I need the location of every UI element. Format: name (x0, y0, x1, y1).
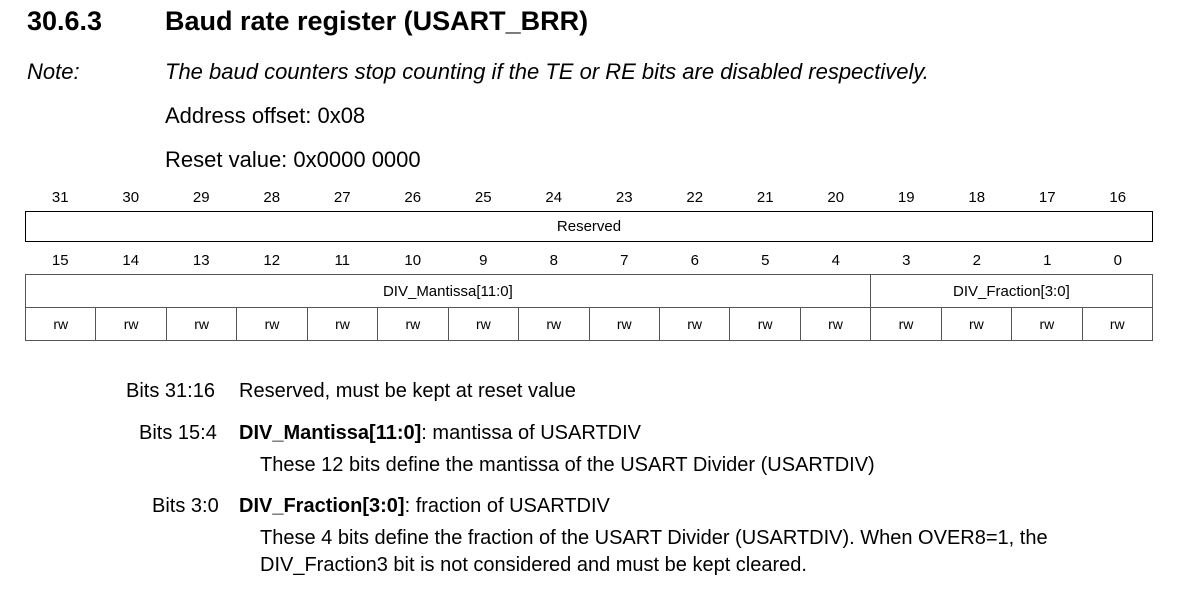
bits-15-4-label: Bits 15:4 (139, 422, 217, 444)
bit-number: 7 (620, 251, 629, 269)
bit-number: 19 (897, 188, 915, 206)
bit-number: 20 (827, 188, 845, 206)
upper-bit-numbers (25, 183, 1153, 211)
div-mantissa-name: DIV_Mantissa[11:0] (239, 422, 422, 444)
bit-number: 17 (1038, 188, 1056, 206)
bit-number: 8 (549, 251, 558, 269)
bits-31-16-desc: Reserved, must be kept at reset value (239, 380, 576, 402)
bit-number: 16 (1109, 188, 1127, 206)
bit-number: 4 (831, 251, 840, 269)
bit-number: 22 (686, 188, 704, 206)
address-offset: Address offset: 0x08 (165, 103, 366, 128)
bit-number: 14 (122, 251, 140, 269)
access-type: rw (377, 308, 447, 340)
access-type: rw (518, 308, 588, 340)
access-type: rw (166, 308, 236, 340)
note-text: The baud counters stop counting if the TE or RE bits are disabled respectively. (165, 59, 929, 84)
bit-number: 6 (690, 251, 699, 269)
reserved-field: Reserved (556, 218, 622, 235)
access-type: rw (800, 308, 870, 340)
access-type: rw (659, 308, 729, 340)
access-type: rw (729, 308, 799, 340)
bit-number: 25 (474, 188, 492, 206)
bit-number: 30 (122, 188, 140, 206)
section-number: 30.6.3 (27, 6, 103, 36)
access-type: rw (448, 308, 518, 340)
div-fraction-name: DIV_Fraction[3:0] (239, 495, 405, 517)
reserved-field-box (25, 211, 1153, 242)
bit-number: 21 (756, 188, 774, 206)
access-type: rw (95, 308, 165, 340)
bit-number: 26 (404, 188, 422, 206)
access-type: rw (236, 308, 306, 340)
access-type: rw (53, 316, 69, 332)
div-fraction-field: DIV_Fraction[3:0] (870, 275, 1152, 307)
lower-bit-numbers (25, 246, 1153, 274)
div-fraction-detail: These 4 bits define the fraction of the USART Divider (USARTDIV). When OVER8=1, the DIV_Fraction3 bit is not considered and must be kept cleared. (260, 527, 1048, 576)
note-label: Note: (27, 59, 80, 84)
access-type: rw (307, 308, 377, 340)
bit-number: 3 (902, 251, 911, 269)
bit-number: 18 (968, 188, 986, 206)
bits-31-16-label: Bits 31:16 (126, 380, 215, 402)
bit-number: 28 (263, 188, 281, 206)
div-mantissa-field: DIV_Mantissa[11:0] (382, 282, 513, 300)
bit-number: 27 (333, 188, 351, 206)
bit-number: 24 (545, 188, 563, 206)
bit-number: 15 (51, 251, 69, 269)
bit-number: 11 (334, 251, 351, 269)
bit-number: 29 (192, 188, 210, 206)
register-upper-half (25, 183, 1153, 242)
bit-number: 23 (615, 188, 633, 206)
access-row (25, 308, 1153, 341)
bit-number: 1 (1043, 251, 1052, 269)
lower-fields-box (25, 274, 1153, 308)
bit-number: 10 (404, 251, 422, 269)
access-type: rw (1011, 308, 1081, 340)
bit-number: 0 (1113, 251, 1122, 269)
div-mantissa-detail: These 12 bits define the mantissa of the USART Divider (USARTDIV) (260, 454, 875, 476)
bit-number: 13 (192, 251, 210, 269)
bit-number: 2 (972, 251, 981, 269)
access-type: rw (941, 308, 1011, 340)
bit-number: 31 (51, 188, 69, 206)
bit-number: 9 (479, 251, 488, 269)
div-mantissa-summary: : mantissa of USARTDIV (421, 422, 641, 444)
bit-number: 5 (761, 251, 770, 269)
reset-value: Reset value: 0x0000 0000 (165, 147, 421, 172)
div-fraction-summary: : fraction of USARTDIV (404, 495, 610, 517)
bits-15-4-desc (239, 422, 641, 445)
section-title: Baud rate register (USART_BRR) (165, 6, 589, 36)
bit-number: 12 (263, 251, 281, 269)
register-lower-half (25, 246, 1153, 341)
access-type: rw (1082, 308, 1152, 340)
bits-3-0-desc (239, 495, 610, 518)
access-type: rw (589, 308, 659, 340)
bits-3-0-label: Bits 3:0 (152, 495, 219, 517)
access-type: rw (870, 308, 940, 340)
